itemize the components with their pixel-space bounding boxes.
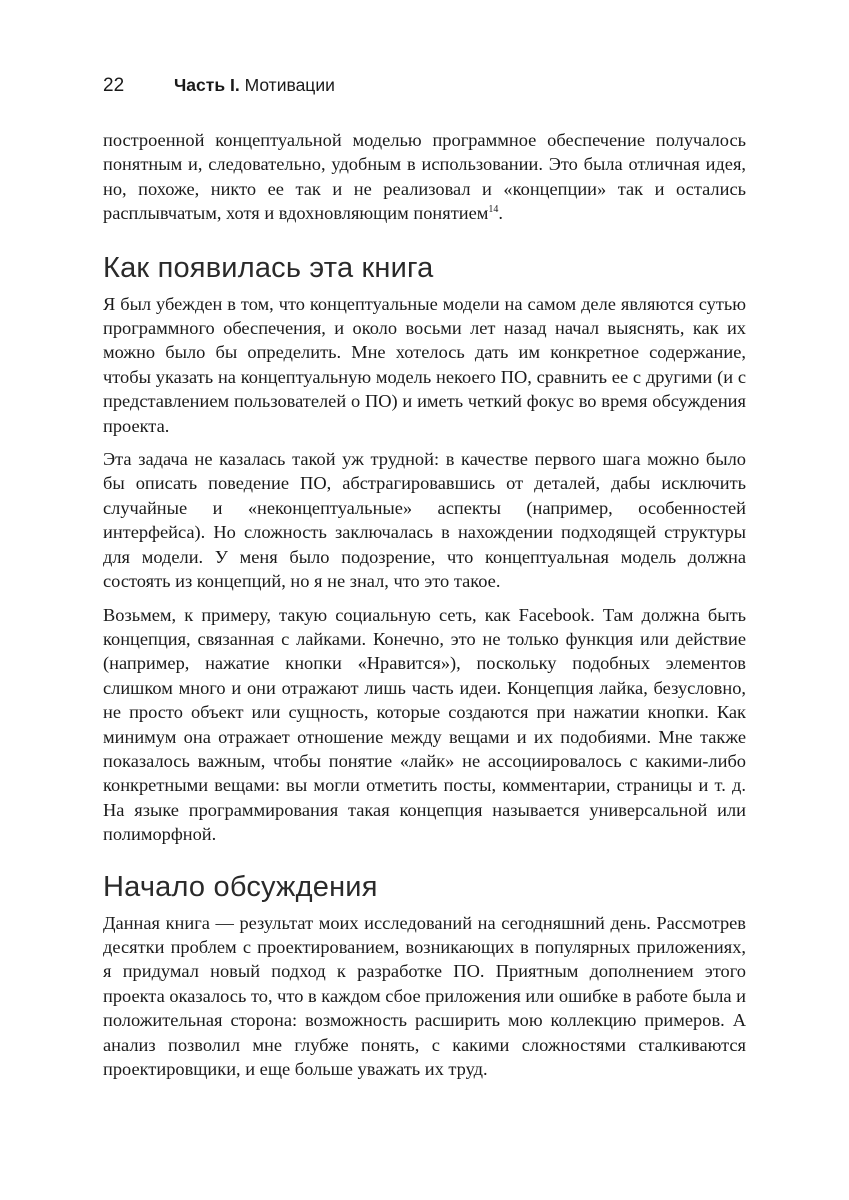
paragraph: Эта задача не казалась такой уж трудной: в качестве первого шага можно было бы описать поведение ПО, абстрагировавшись от деталей, дабы исключить случайные и «неконцептуальные» аспекты (например, особенностей интерфейса). Но сложность заключалась в нахождении подходящей структуры для модели. У меня было подозрение, что концептуальная модель должна состоять из концепций, но я не знал, что это такое. [103, 449, 746, 592]
intro-text: построенной концептуальной моделью программное обеспечение получалось понятным и, следовательно, удобным в использовании. Это была отличная идея, но, похоже, никто ее так и не реализовал и «концепции» так и остались расплывчатым, хотя и вдохновляющим понятием [103, 130, 746, 224]
paragraph: Я был убежден в том, что концептуальные модели на самом деле являются сутью программного обеспечения, и около восьми лет назад начал выяснять, как их можно было бы определить. Мне хотелось дать им конкретное содержание, чтобы указать на концептуальную модель некоего ПО, сравнить ее с другими (и с представлением пользователей о ПО) и иметь четкий фокус во время обсуждения проекта. [103, 293, 746, 436]
section-heading-discussion-start: Начало обсуждения [103, 870, 378, 903]
paragraph: Данная книга — результат моих исследований на сегодняшний день. Рассмотрев десятки проблем с проектированием, возникающих в популярных приложениях, я придумал новый подход к разработке ПО. Приятным дополнением этого проекта оказалось то, что в каждом сбое приложения или ошибке в работе была и положительная сторона: возможность расширить мою коллекцию примеров. А анализ позволил мне глубже понять, с какими сложностями сталкиваются проектировщики, и еще больше уважать их труд. [103, 912, 746, 1079]
section-heading-book-origin: Как появилась эта книга [103, 251, 434, 284]
paragraph: Возьмем, к примеру, такую социальную сеть, как Facebook. Там должна быть концепция, связанная с лайками. Конечно, это не только функция или действие (например, нажатие кнопки «Нравится»), поскольку подобных элементов слишком много и они отражают лишь часть идеи. Концепция лайка, безусловно, не просто объект или сущность, которые создаются при нажатии кнопки. Как минимум она отражает отношение между вещами и их подобиями. Мне также показалось важным, чтобы понятие «лайк» не ассоциировалось с какими-либо конкретными вещами: вы могли отметить посты, комментарии, страницы и т. д. На языке программирования такая концепция называется универсальной или полиморфной. [103, 604, 746, 845]
intro-paragraph [103, 128, 746, 226]
page-number: 22 [103, 75, 125, 96]
running-head [103, 72, 335, 98]
part-title: Мотивации [244, 75, 335, 95]
footnote-ref[interactable]: 14 [488, 204, 499, 216]
part-label: Часть I. [174, 75, 240, 95]
page-body [103, 128, 746, 1081]
intro-tail: . [498, 203, 504, 224]
